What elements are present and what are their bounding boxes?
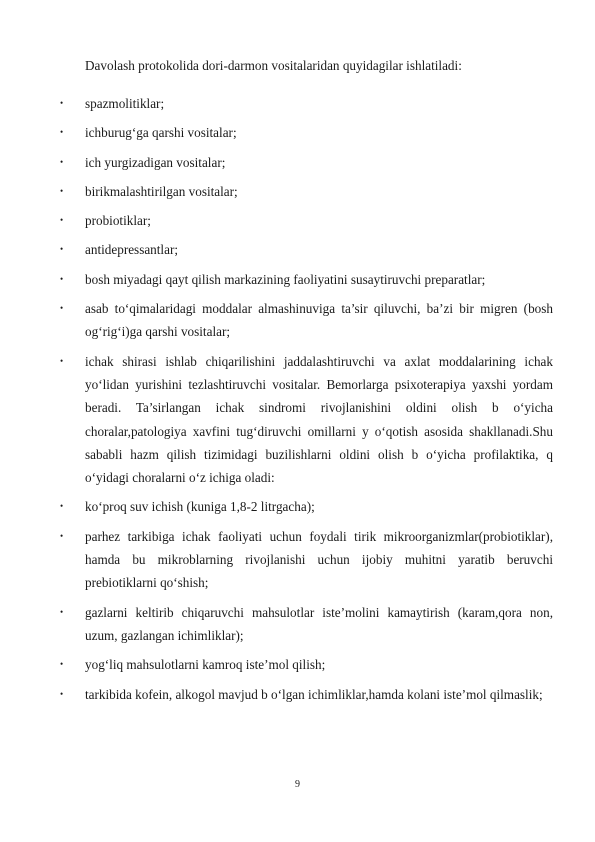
page-number: 9 [295,779,300,790]
bullet-icon: • [60,98,64,108]
bullet-icon: • [60,127,64,138]
list-item [60,151,553,174]
list-item [60,121,553,144]
list-item-text: bosh miyadagi qayt qilish markazining faoliyatini susaytiruvchi preparatlar; [85,271,486,287]
list-item [60,238,553,261]
bullet-icon: • [60,303,64,314]
intro-paragraph: Davolash protokolida dori-darmon vositalaridan quyidagilar ishlatiladi: [85,58,462,73]
list-item-text: antidepressantlar; [85,242,179,258]
bullet-icon: • [60,659,64,670]
list-item [60,92,553,115]
bullet-icon: • [60,244,64,255]
bullet-icon: • [60,501,64,512]
bullet-icon: • [60,185,64,196]
list-item-text: spazmolitiklar; [85,96,165,111]
list-item-text: yog‘liq mahsulotlarni kamroq iste’mol qilish; [85,657,326,673]
list-item-text: asab to‘qimalaridagi moddalar almashinuviga ta’sir qiluvchi, ba’zi bir migren (bosh og‘rig‘i)ga qarshi vositalar; [85,301,553,340]
list-item [60,601,553,648]
list-item-text: ichak shirasi ishlab chiqarilishini jaddalashtiruvchi va axlat moddalarining ichak yo‘lidan yurishini tezlashtiruvchi vositalar. Bemorlarga psixoterapiya yaxshi yordam beradi. Ta’sirlangan ichak sindromi rivojlanishini oldini olish b o‘yicha choralar,patologiya xavfini tug‘diruvchi omillarni y o‘qotish asosida shakllanadi.Shu sababli hazm qilish tizimidagi buzilishlarni oldini olish b o‘yicha profilaktika, q o‘yidagi choralarni o‘z ichiga oladi: [85,353,553,486]
list-item [60,209,553,232]
bullet-icon: • [60,688,64,699]
list-item [60,495,553,518]
list-item-text: gazlarni keltirib chiqaruvchi mahsulotlar iste’molini kamaytirish (karam,qora non, uzum, gazlangan ichimliklar); [85,604,553,643]
list-item-text: ko‘proq suv ichish (kuniga 1,8-2 litrgacha); [85,499,315,515]
list-item [60,683,553,706]
list-item-text: parhez tarkibiga ichak faoliyati uchun foydali tirik mikroorganizmlar(probiotiklar), hamda bu mikroblarning rivojlanishi uchun ijobiy muhitni yaratib beruvchi prebiotiklarni qo‘shish; [85,528,553,591]
list-item-text: ichburug‘ga qarshi vositalar; [85,125,237,141]
bullet-icon: • [60,606,64,617]
bullet-icon: • [60,355,64,366]
list-item [60,653,553,676]
list-item-text: tarkibida kofein, alkogol mavjud b o‘lgan ichimliklar,hamda kolani iste’mol qilmaslik; [85,686,543,702]
bullet-icon: • [60,273,64,284]
list-item [60,297,553,344]
list-item [60,525,553,595]
list-item [60,350,553,490]
medication-list [60,92,553,712]
bullet-icon: • [60,215,64,226]
list-item-text: ich yurgizadigan vositalar; [85,154,226,170]
list-item [60,180,553,203]
list-item [60,268,553,291]
bullet-icon: • [60,156,64,167]
list-item-text: probiotiklar; [85,213,151,229]
list-item-text: birikmalashtirilgan vositalar; [85,183,238,199]
bullet-icon: • [60,530,64,541]
